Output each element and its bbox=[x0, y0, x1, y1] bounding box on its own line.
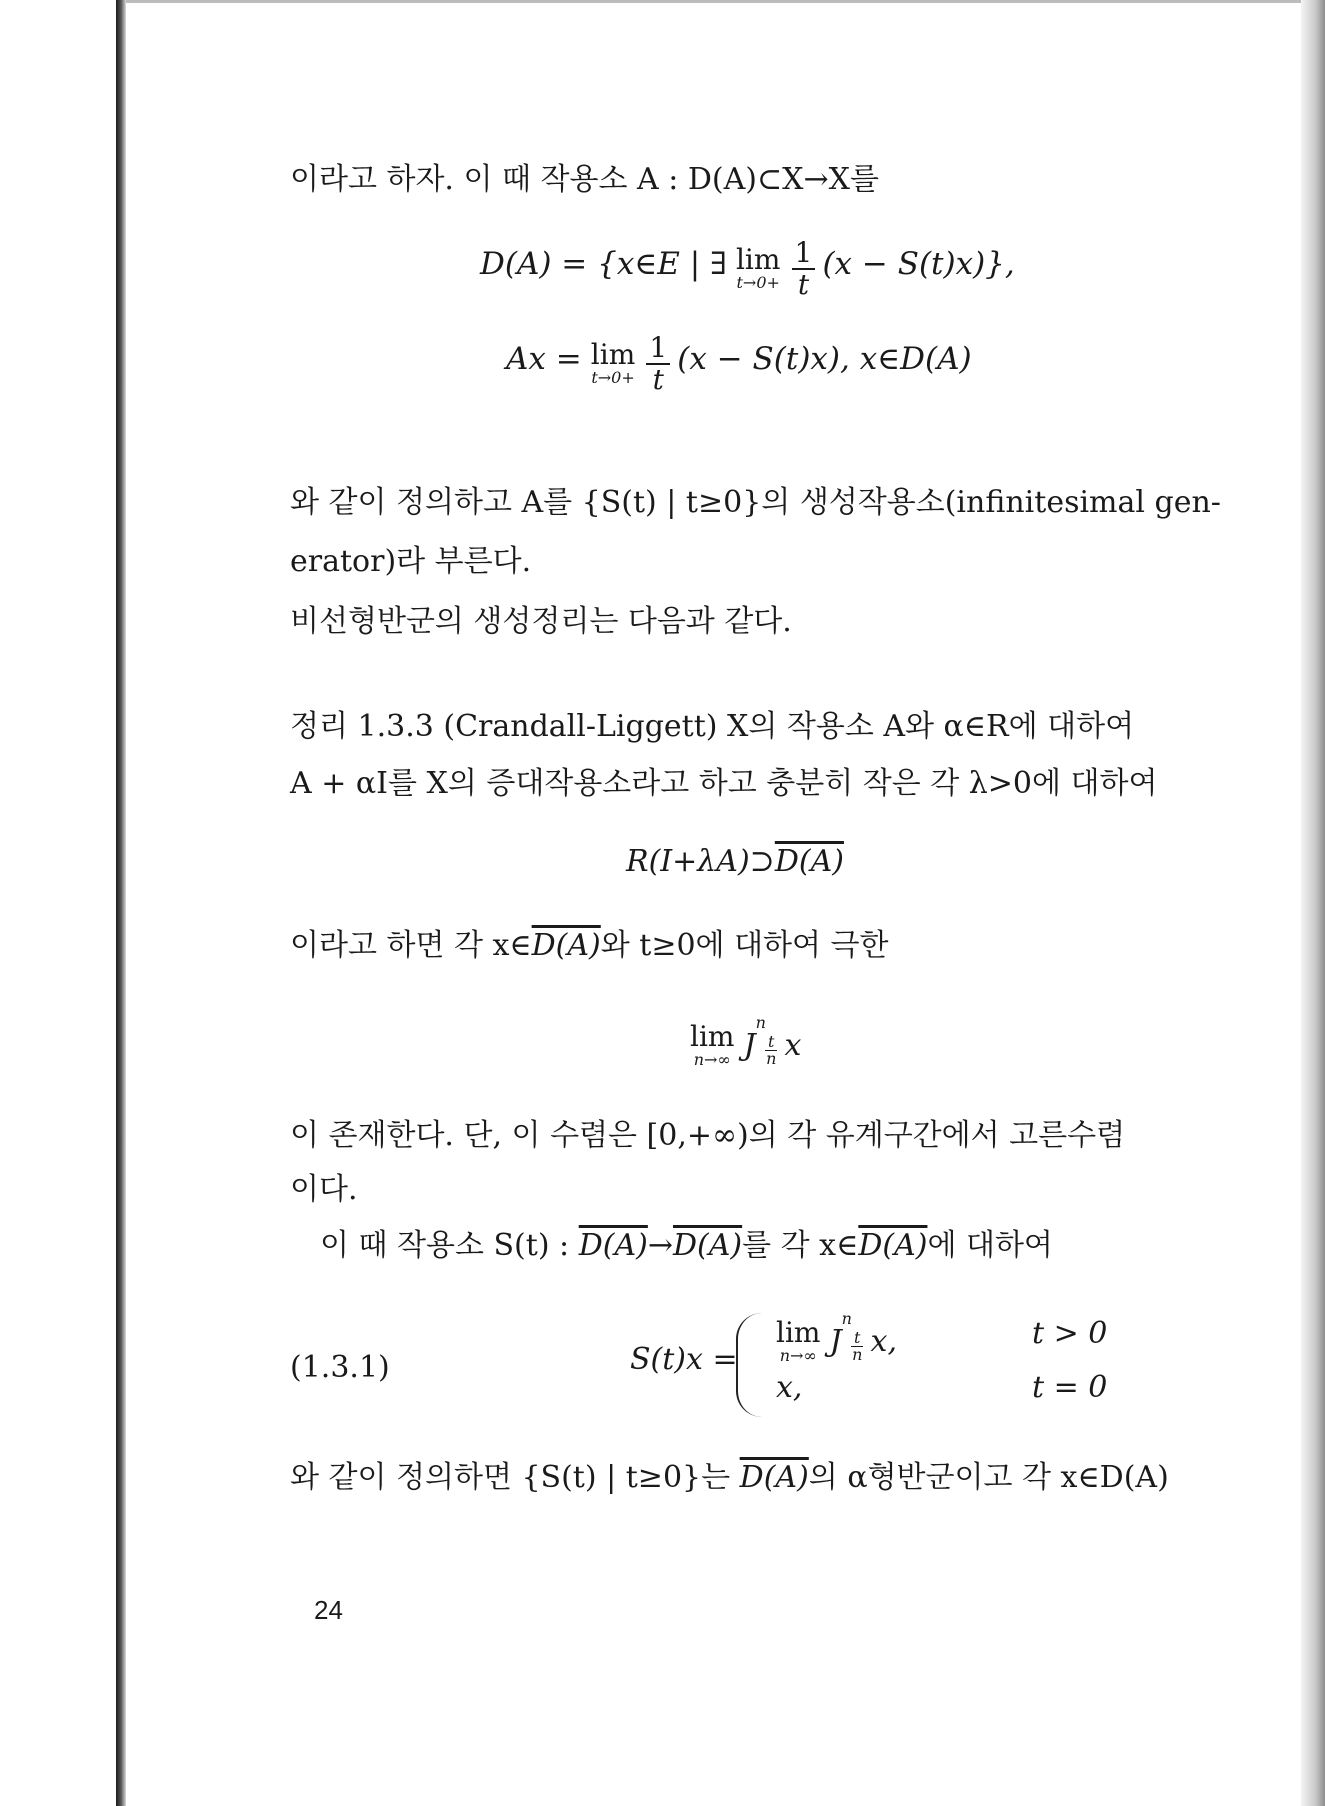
eq5-case-1 bbox=[772, 1309, 897, 1365]
opdef-post: 에 대하여 bbox=[927, 1228, 1053, 1263]
eq5-lim-word: lim bbox=[776, 1315, 821, 1349]
eq4-j: J bbox=[743, 1028, 756, 1063]
eq2-fraction bbox=[646, 333, 670, 395]
eq4-lim-word: lim bbox=[690, 1019, 735, 1053]
limit-line-post: 와 t≥0에 대하여 극한 bbox=[600, 928, 889, 963]
text-line-semigroup bbox=[290, 1459, 1169, 1497]
page-number: 24 bbox=[314, 1595, 343, 1625]
book-page bbox=[126, 3, 1301, 1806]
equation-resolvent-limit bbox=[686, 1013, 801, 1069]
eq1-den: t bbox=[797, 268, 810, 301]
eq5-case1-expr: x, bbox=[870, 1324, 897, 1359]
eq2-num: 1 bbox=[646, 333, 670, 365]
opdef-closure-1: D(A) bbox=[578, 1228, 648, 1263]
text-line-intro: 이라고 하자. 이 때 작용소 A : D(A)⊂X→X를 bbox=[290, 162, 879, 197]
text-line-existence-1: 이 존재한다. 단, 이 수렴은 [0,+∞)의 각 유계구간에서 고른수렴 bbox=[290, 1118, 1126, 1153]
eq3-closure: D(A) bbox=[774, 844, 844, 879]
scan-edge-left bbox=[116, 0, 126, 1806]
text-line-definition-1: 와 같이 정의하고 A를 {S(t) | t≥0}의 생성작용소(infinitesimal gen- bbox=[290, 485, 1221, 520]
opdef-pre: 이 때 작용소 S(t) : bbox=[320, 1228, 570, 1263]
eq1-lim-sub: t→0+ bbox=[736, 273, 780, 292]
eq5-j: J bbox=[829, 1324, 842, 1359]
eq4-j-sub bbox=[765, 1034, 777, 1067]
eq5-j-sub-num: t bbox=[851, 1330, 863, 1347]
text-line-operator-def bbox=[320, 1227, 1053, 1265]
text-line-generation-theorem-intro: 비선형반군의 생성정리는 다음과 같다. bbox=[290, 604, 792, 639]
text-line-limit bbox=[290, 927, 889, 965]
eq2-rest: (x − S(t)x), x∈D(A) bbox=[677, 340, 972, 377]
opdef-closure-3: D(A) bbox=[858, 1228, 928, 1263]
eq1-fraction bbox=[792, 238, 816, 300]
eq4-j-sub-den: n bbox=[766, 1049, 777, 1068]
text-line-existence-2: 이다. bbox=[290, 1172, 358, 1207]
eq2-lim-sub: t→0+ bbox=[591, 368, 635, 387]
eq5-limit bbox=[776, 1315, 821, 1365]
eq5-case2-expr: x, bbox=[776, 1370, 803, 1405]
theorem-line-1: 정리 1.3.3 (Crandall-Liggett) X의 작용소 A와 α∈R에 대하여 bbox=[290, 709, 1135, 744]
equation-domain bbox=[480, 238, 1015, 300]
eq1-num: 1 bbox=[792, 238, 816, 270]
semigroup-closure: D(A) bbox=[739, 1460, 809, 1495]
eq5-lim-sub: n→∞ bbox=[779, 1345, 817, 1365]
limit-line-pre: 이라고 하면 각 x∈ bbox=[290, 928, 532, 963]
eq2-lhs: Ax = bbox=[506, 340, 582, 377]
scan-edge-right bbox=[1301, 0, 1325, 1806]
eq4-j-sup: n bbox=[755, 1013, 766, 1032]
eq2-den: t bbox=[652, 363, 664, 396]
eq4-lim-sub: n→∞ bbox=[693, 1049, 731, 1069]
eq5-j-sub-den: n bbox=[852, 1345, 863, 1364]
equation-range-condition bbox=[626, 843, 844, 881]
limit-line-closure: D(A) bbox=[531, 928, 601, 963]
eq5-j-sub bbox=[851, 1330, 863, 1363]
semigroup-post: 의 α형반군이고 각 x∈D(A) bbox=[808, 1460, 1169, 1495]
equation-number-1-3-1: (1.3.1) bbox=[290, 1350, 390, 1385]
opdef-mid: 를 각 x∈ bbox=[742, 1228, 859, 1263]
eq5-case1-condition: t > 0 bbox=[1032, 1316, 1108, 1351]
opdef-arrow: → bbox=[647, 1228, 673, 1263]
eq1-limit bbox=[735, 243, 781, 292]
eq2-limit bbox=[590, 338, 636, 387]
eq1-rest: (x − S(t)x)}, bbox=[822, 245, 1015, 282]
eq5-case2-condition: t = 0 bbox=[1032, 1370, 1108, 1405]
semigroup-pre: 와 같이 정의하면 {S(t) | t≥0}는 bbox=[290, 1460, 731, 1495]
eq4-x: x bbox=[784, 1028, 802, 1063]
opdef-closure-2: D(A) bbox=[673, 1228, 743, 1263]
eq3-lhs: R(I+λA)⊃ bbox=[626, 844, 775, 879]
eq2-lim-word: lim bbox=[590, 338, 636, 371]
theorem-line-2: A + αI를 X의 증대작용소라고 하고 충분히 작은 각 λ>0에 대하여 bbox=[290, 766, 1158, 801]
eq5-j-sup: n bbox=[841, 1309, 852, 1328]
eq4-j-sub-num: t bbox=[765, 1034, 777, 1051]
eq1-lim-word: lim bbox=[735, 243, 781, 276]
eq5-lhs: S(t)x = bbox=[630, 1342, 738, 1377]
eq5-left-brace bbox=[736, 1313, 762, 1417]
equation-generator bbox=[506, 333, 972, 395]
eq4-limit bbox=[690, 1019, 735, 1069]
text-line-definition-2: erator)라 부른다. bbox=[290, 544, 532, 579]
eq1-lhs: D(A) = {x∈E | ∃ bbox=[480, 245, 727, 282]
